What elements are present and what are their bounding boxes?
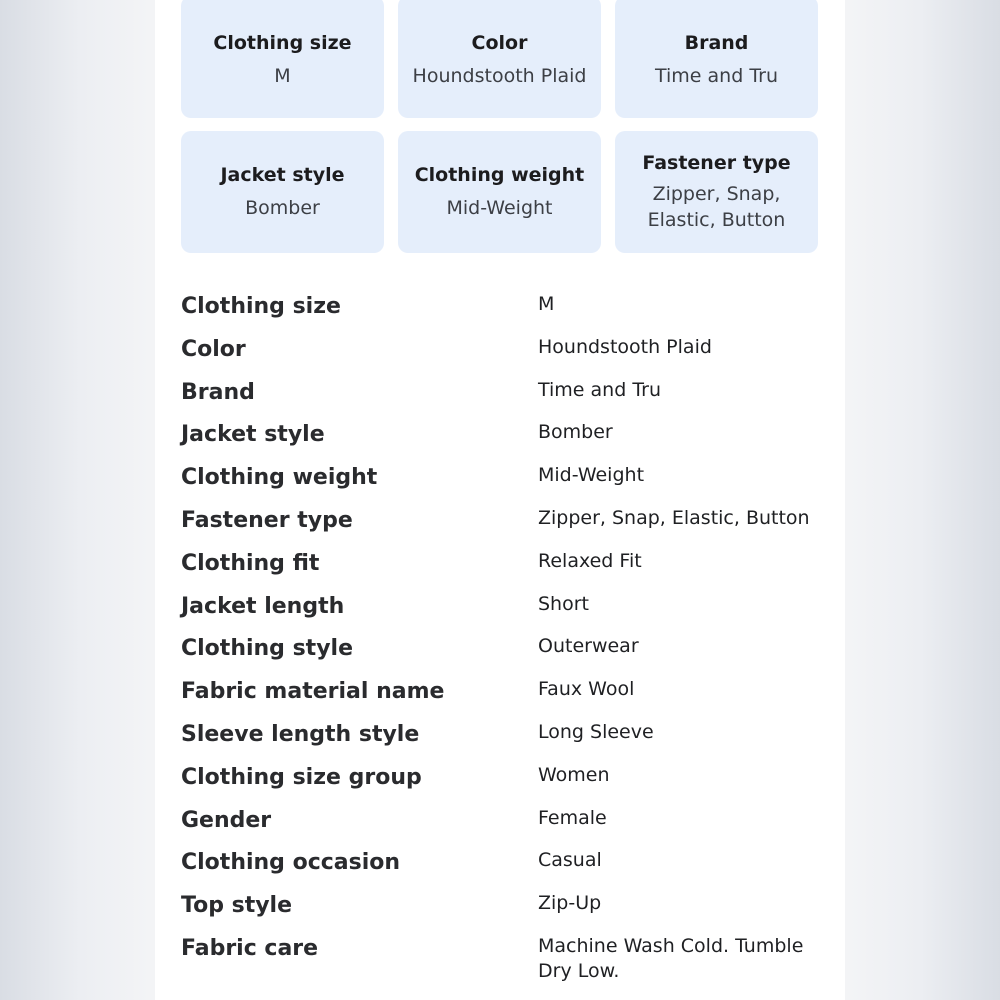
spec-label: Fabric care (181, 935, 319, 961)
card-label: Clothing size (213, 32, 352, 54)
product-specifications-panel (155, 0, 845, 1000)
specifications-table (181, 290, 821, 982)
spec-value: Long Sleeve (538, 720, 654, 743)
spec-row (181, 718, 821, 761)
spec-label: Color (181, 336, 246, 362)
spec-label: Jacket style (181, 422, 325, 448)
highlight-card-jacket-style (181, 131, 384, 253)
highlight-card-clothing-size (181, 0, 384, 118)
card-value: Zipper, Snap, Elastic, Button (647, 183, 786, 231)
spec-value: Female (538, 806, 607, 829)
spec-row (181, 675, 821, 718)
spec-row (181, 504, 821, 547)
spec-value: Zip-Up (538, 892, 602, 915)
spec-row (181, 461, 821, 504)
spec-label: Clothing weight (181, 465, 378, 491)
highlight-cards (181, 0, 819, 254)
highlight-card-brand (615, 0, 818, 118)
card-label: Jacket style (220, 164, 345, 186)
card-value: Bomber (245, 197, 320, 219)
spec-value: M (538, 293, 555, 315)
spec-row (181, 547, 821, 590)
spec-row (181, 632, 821, 675)
spec-row (181, 846, 821, 889)
spec-label: Clothing fit (181, 550, 320, 576)
spec-row (181, 932, 821, 982)
spec-label: Gender (181, 807, 272, 833)
spec-value: Bomber (538, 421, 613, 444)
spec-row (181, 761, 821, 804)
spec-label: Clothing occasion (181, 850, 401, 876)
spec-label: Top style (181, 893, 293, 919)
spec-value: Zipper, Snap, Elastic, Button (538, 506, 810, 529)
spec-label: Sleeve length style (181, 721, 420, 747)
card-label: Clothing weight (414, 164, 585, 186)
highlight-card-color (398, 0, 601, 118)
card-value: Houndstooth Plaid (412, 65, 587, 87)
spec-row (181, 804, 821, 847)
highlight-card-clothing-weight (398, 131, 601, 253)
spec-value: Short (538, 592, 589, 615)
spec-label: Jacket length (181, 593, 345, 619)
card-label: Brand (684, 32, 749, 54)
spec-row (181, 418, 821, 461)
spec-label: Fastener type (181, 507, 353, 533)
spec-label: Clothing size (181, 294, 341, 319)
card-value: Mid-Weight (446, 197, 553, 219)
spec-row (181, 889, 821, 932)
spec-value: Houndstooth Plaid (538, 335, 712, 358)
spec-label: Brand (181, 379, 255, 405)
spec-value: Outerwear (538, 635, 639, 658)
spec-value: Relaxed Fit (538, 549, 642, 572)
spec-row (181, 376, 821, 419)
spec-label: Fabric material name (181, 679, 445, 705)
spec-value: Women (538, 763, 610, 786)
spec-row (181, 590, 821, 633)
spec-value: Machine Wash Cold. Tumble Dry Low. (538, 934, 804, 982)
spec-label: Clothing size group (181, 764, 422, 790)
spec-row (181, 290, 821, 333)
spec-value: Casual (538, 849, 602, 872)
card-value: Time and Tru (655, 65, 778, 87)
spec-row (181, 333, 821, 376)
card-label: Fastener type (642, 152, 791, 174)
card-value: M (274, 65, 291, 87)
spec-value: Faux Wool (538, 678, 635, 701)
spec-label: Clothing style (181, 636, 354, 662)
card-label: Color (471, 32, 528, 54)
highlight-card-fastener-type (615, 131, 818, 253)
spec-value: Time and Tru (538, 378, 661, 401)
spec-value: Mid-Weight (538, 464, 645, 487)
